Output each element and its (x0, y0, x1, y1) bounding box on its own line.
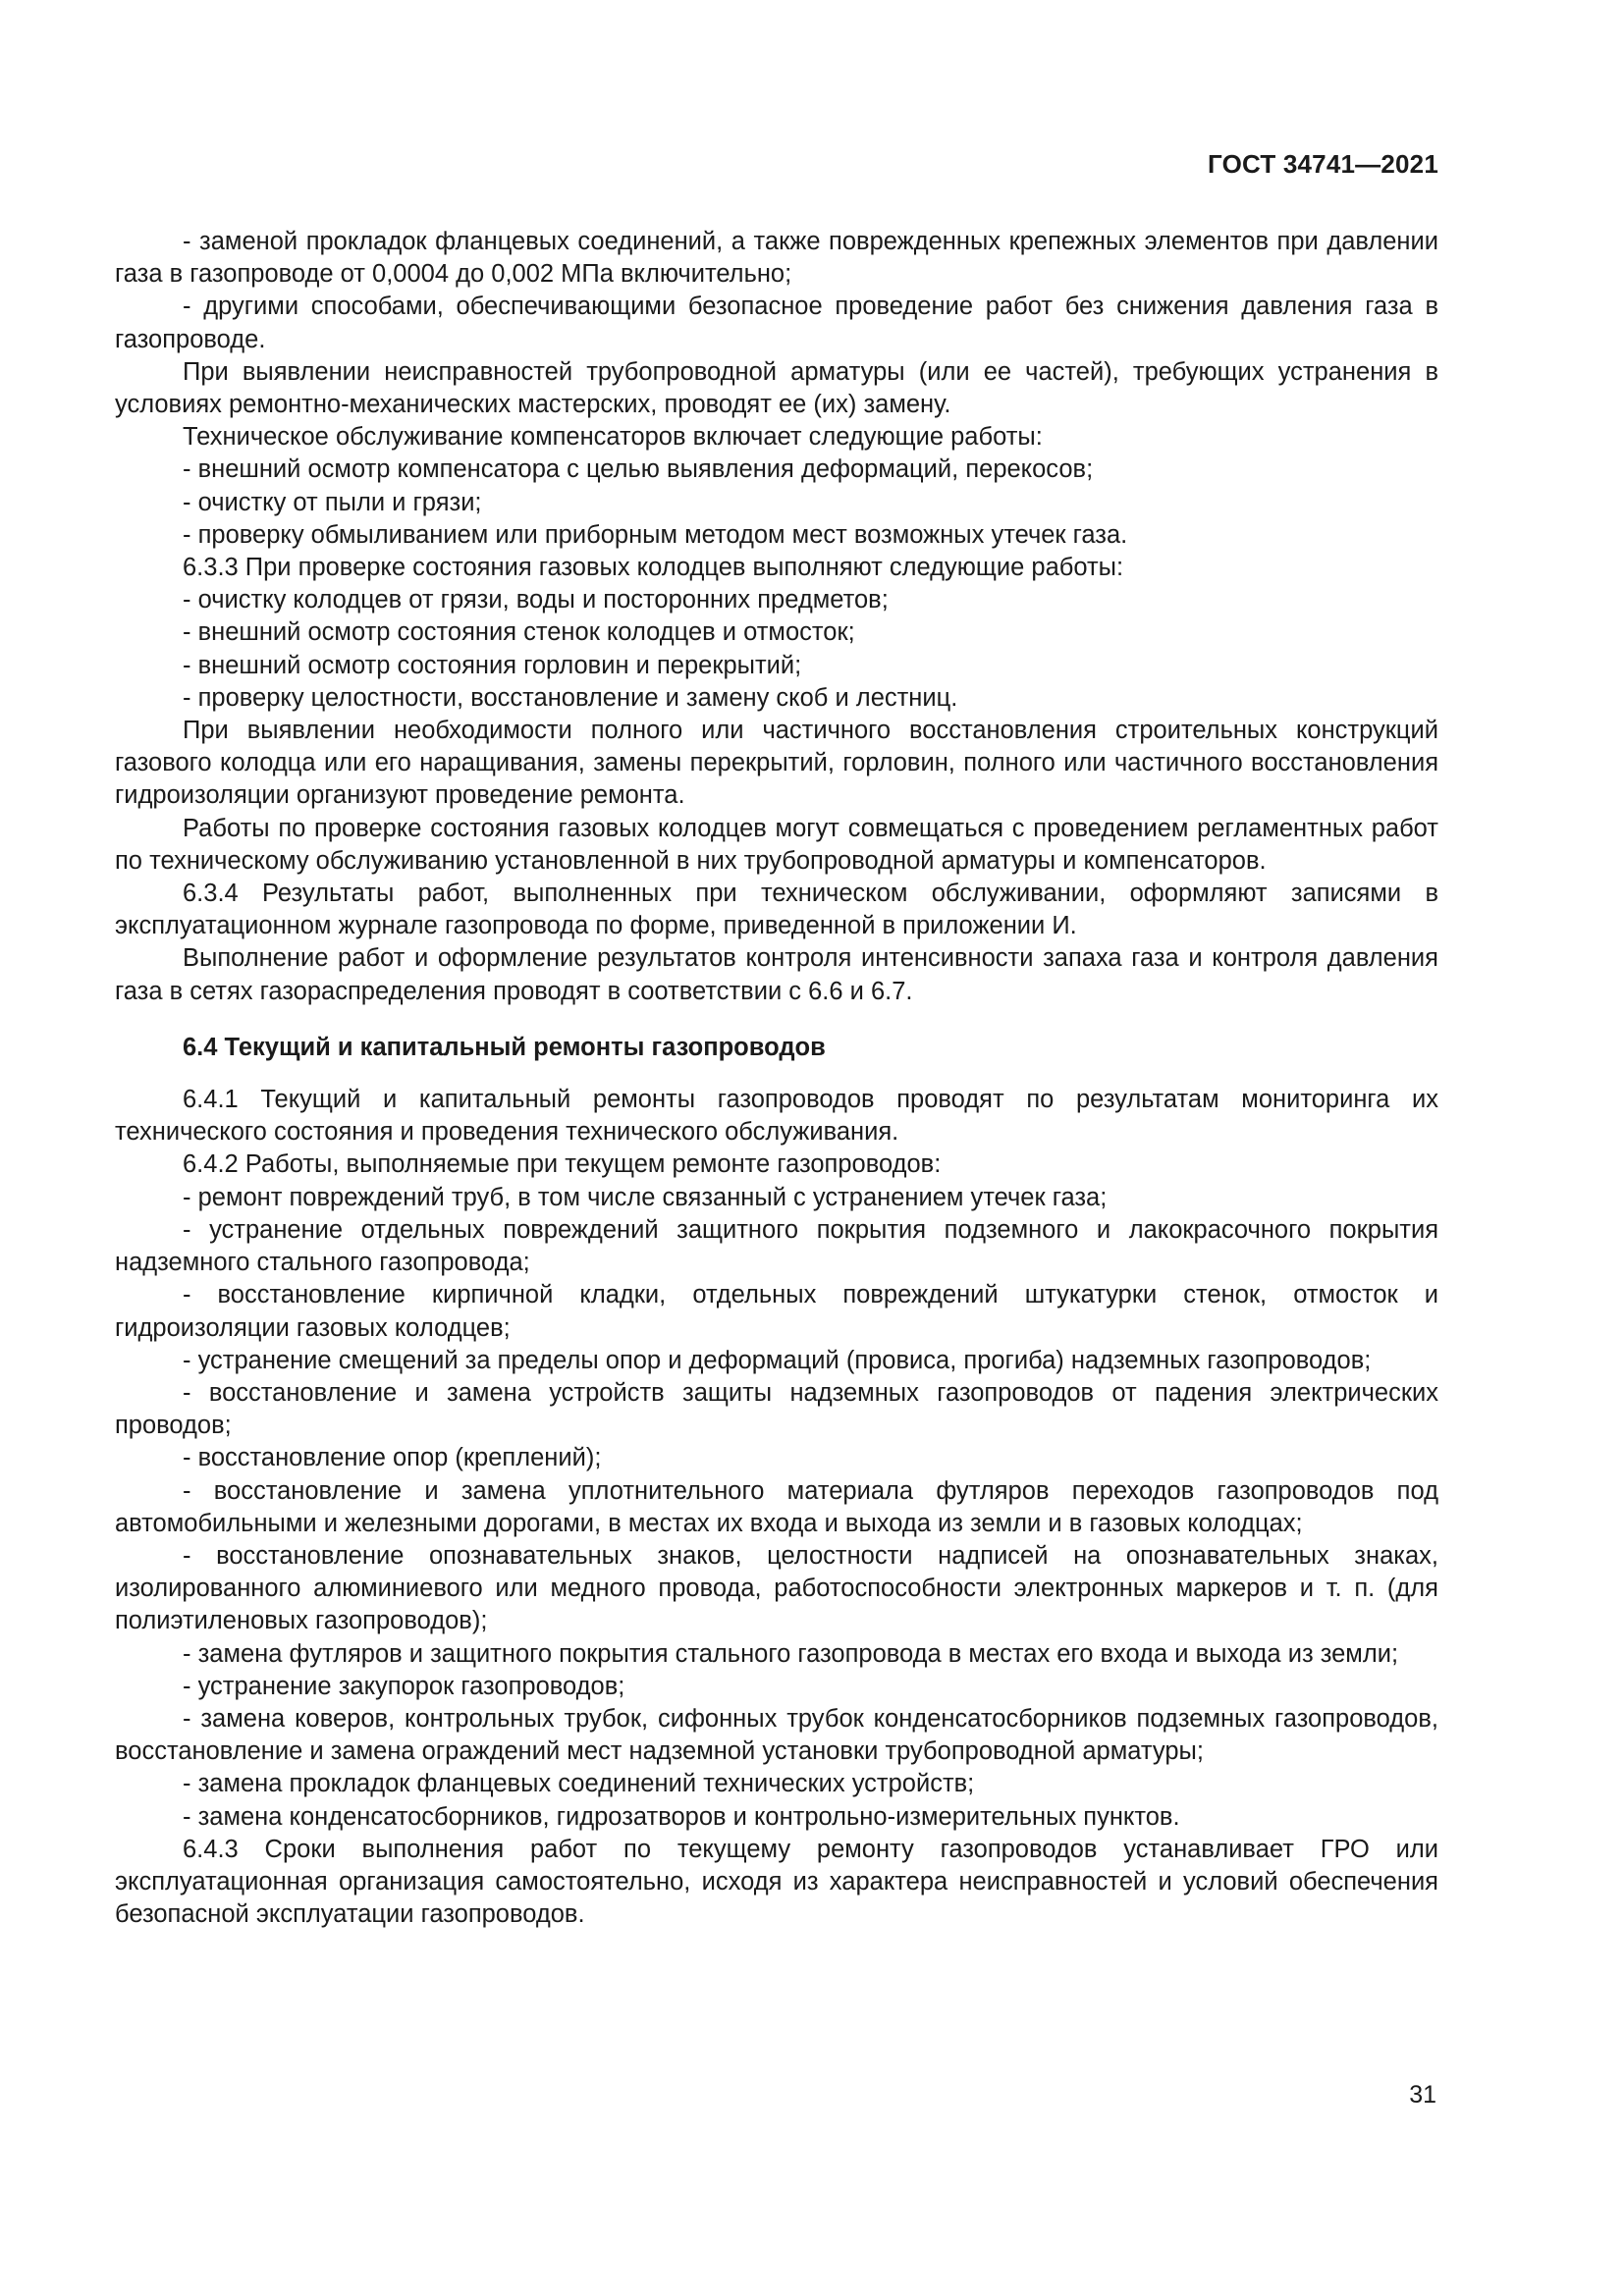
list-item: - проверку целостности, восстановление и замену скоб и лестниц. (183, 683, 958, 712)
list-item: - замена конденсатосборников, гидрозатворов и контрольно-измерительных пунктов. (183, 1802, 1180, 1831)
list-item: - восстановление и замена уплотнительного материала футляров переходов газопроводов под автомобильными и железными дорогами, в местах их входа и выхода из земли и в газовых колодцах; (115, 1476, 1438, 1537)
paragraph: 6.4.3 Сроки выполнения работ по текущему ремонту газопроводов устанавливает ГРО или эксплуатационная организация самостоятельно, исходя из характера неисправностей и условий обеспечения безопасной эксплуатации газопроводов. (115, 1835, 1438, 1929)
list-item: - восстановление и замена устройств защиты надземных газопроводов от падения электрических проводов; (115, 1378, 1438, 1440)
list-item: - устранение отдельных повреждений защитного покрытия подземного и лакокрасочного покрытия надземного стального газопровода; (115, 1215, 1438, 1277)
list-item: - ремонт повреждений труб, в том числе связанный с устранением утечек газа; (183, 1183, 1108, 1211)
paragraph: При выявлении неисправностей трубопроводной арматуры (или ее частей), требующих устранения в условиях ремонтно-механических мастерских, проводят ее (их) замену. (115, 357, 1438, 419)
list-item: - очистку колодцев от грязи, воды и посторонних предметов; (183, 586, 889, 614)
list-item: - внешний осмотр состояния горловин и перекрытий; (183, 651, 802, 679)
paragraph: 6.3.3 При проверке состояния газовых колодцев выполняют следующие работы: (183, 554, 1124, 582)
paragraph: 6.4.2 Работы, выполняемые при текущем ремонте газопроводов: (183, 1150, 942, 1179)
list-item: - внешний осмотр компенсатора с целью выявления деформаций, перекосов; (183, 455, 1094, 484)
list-item: - устранение смещений за пределы опор и деформаций (провиса, прогиба) надземных газопроводов; (183, 1346, 1372, 1374)
list-item: - очистку от пыли и грязи; (183, 488, 482, 516)
paragraph: При выявлении необходимости полного или частичного восстановления строительных конструкций газового колодца или его наращивания, замены перекрытий, горловин, полного или частичного восстановления гидроизоляции организуют проведение ремонта. (115, 717, 1438, 810)
list-item: - замена прокладок фланцевых соединений технических устройств; (183, 1770, 975, 1798)
list-item: - замена футляров и защитного покрытия стального газопровода в местах его входа и выхода из земли; (183, 1639, 1399, 1668)
paragraph: 6.4.1 Текущий и капитальный ремонты газопроводов проводят по результатам мониторинга их технического состояния и проведения технического обслуживания. (115, 1086, 1438, 1147)
document-body (115, 226, 1438, 1931)
paragraph: - заменой прокладок фланцевых соединений, а также поврежденных крепежных элементов при давлении газа в газопроводе от 0,0004 до 0,002 МПа включительно; (115, 228, 1438, 289)
list-item: - внешний осмотр состояния стенок колодцев и отмосток; (183, 618, 855, 647)
list-item: - устранение закупорок газопроводов; (183, 1672, 625, 1700)
page-number: 31 (1409, 2081, 1436, 2109)
list-item: - восстановление кирпичной кладки, отдельных повреждений штукатурки стенок, отмосток и гидроизоляции газовых колодцев; (115, 1281, 1438, 1342)
list-item: - восстановление опор (креплений); (183, 1444, 602, 1472)
document-code: ГОСТ 34741—2021 (1208, 149, 1438, 179)
paragraph: 6.3.4 Результаты работ, выполненных при техническом обслуживании, оформляют записями в эксплуатационном журнале газопровода по форме, приведенной в приложении И. (115, 880, 1438, 940)
paragraph: Выполнение работ и оформление результатов контроля интенсивности запаха газа и контроля давления газа в сетях газораспределения проводят в соответствии с 6.6 и 6.7. (115, 944, 1438, 1005)
list-item: - восстановление опознавательных знаков, целостности надписей на опознавательных знаках, изолированного алюминиевого или медного провода, работоспособности электронных маркеров и т. п. (для полиэтиленовых газопроводов); (115, 1541, 1438, 1635)
paragraph: - другими способами, обеспечивающими безопасное проведение работ без снижения давления газа в газопроводе. (115, 293, 1438, 353)
section-heading: 6.4 Текущий и капитальный ремонты газопроводов (183, 1033, 826, 1061)
paragraph: Работы по проверке состояния газовых колодцев могут совмещаться с проведением регламентных работ по техническому обслуживанию установленной в них трубопроводной арматуры и компенсаторов. (115, 814, 1438, 875)
list-item: - проверку обмыливанием или приборным методом мест возможных утечек газа. (183, 520, 1128, 549)
list-item: - замена коверов, контрольных трубок, сифонных трубок конденсатосборников подземных газопроводов, восстановление и замена ограждений мест надземной установки трубопроводной арматуры; (115, 1704, 1438, 1766)
paragraph: Техническое обслуживание компенсаторов включает следующие работы: (183, 423, 1043, 452)
